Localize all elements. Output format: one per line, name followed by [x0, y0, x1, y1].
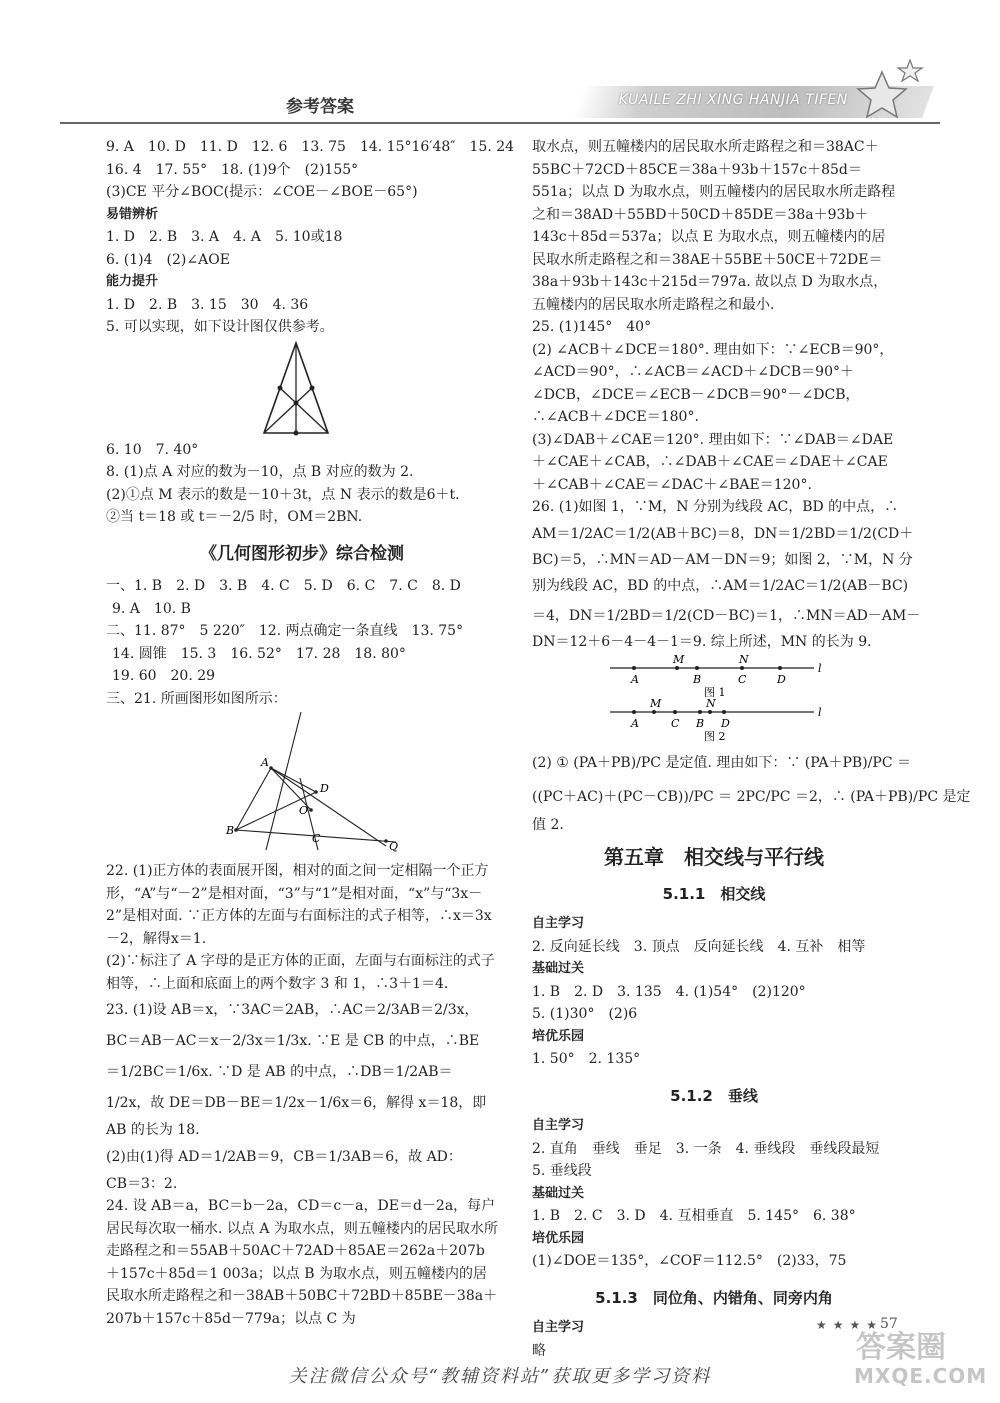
answer-line: 16. 4 17. 55° 18. (1)9个 (2)155° [106, 161, 359, 178]
answer-line: 2. 反向延长线 3. 顶点 反向延长线 4. 互补 相等 [532, 938, 866, 955]
line-label-c: C [738, 672, 747, 686]
answer-paragraph: (2)∵标注了 A 字母的是正方体的正面，左面与右面标注的式子相等，∴上面和底面上的两个数字 3 和 1，∴3＋1＝4. [106, 953, 495, 992]
subsection-heading: 易错辨析 [106, 206, 159, 222]
answer-line: 2. 直角 垂线 垂足 3. 一条 4. 垂线段 垂线段最短 [532, 1140, 880, 1157]
answer-line: (2)①点 M 表示的数是－10＋3t，点 N 表示的数是6＋t. [106, 486, 460, 503]
answer-line: ＝1/2BC＝1/6x. ∵D 是 AB 的中点，∴DB＝1/2AB＝ [106, 1064, 453, 1080]
answer-paragraph: 取水点，则五幢楼内的居民取水所走路程之和＝38AC＋55BC＋72CD＋85CE＝38a＋93b＋157c＋85d＝551a；以点 D 为取水点，则五幢楼内的居民取水所走路程之和＝38AD＋55BD＋50CD＋85DE＝38a＋93b＋143c＋85d＝537a；以点 E 为取水点，则五幢楼内的居民取水所走路程之和＝38AE＋55BE＋50CE＋72DE＝38a＋93b＋143c＋215d＝797a. 故以点 D 为取水点，五幢楼内的居民取水所走路程之和最小. [532, 139, 896, 313]
answer-line: ＝4，DN＝1/2BD＝1/2(CD－BC)＝1，∴MN＝AD－AM－ [532, 608, 921, 624]
answer-line: 1. 50° 2. 135° [532, 1051, 641, 1067]
page-header-title: 参考答案 [286, 97, 354, 117]
answer-line: BC＝AB－AC＝x－2/3x＝1/3x. ∵E 是 CB 的中点，∴BE [106, 1033, 480, 1049]
answer-line: (2) ① (PA＋PB)/PC 是定值. 理由如下：∵ (PA＋PB)/PC ＝ [532, 754, 911, 771]
point-label-b: B [226, 824, 235, 837]
answer-line: AB 的长为 18. [106, 1122, 200, 1138]
answer-line: 1. D 2. B 3. A 4. A 5. 10或18 [106, 229, 343, 245]
watermark-url: MXQE.COM [854, 1364, 988, 1388]
subsection-heading: 自主学习 [532, 1320, 585, 1335]
chapter-title: 第五章 相交线与平行线 [604, 845, 824, 869]
answer-line: 6. 10 7. 40° [106, 441, 199, 458]
answer-line: 5. 垂线段 [532, 1163, 592, 1179]
watermark-text: 答案圈 [856, 1330, 946, 1365]
subsection-heading: 能力提升 [106, 274, 159, 289]
section-title: 5.1.1 相交线 [662, 884, 766, 903]
answer-paragraph: 22. (1)正方体的表面展开图，相对的面之间一定相隔一个正方形，“A”与“－2”是相对面，“3”与“1”是相对面，“x”与“3x－2”是相对面. ∵正方体的左面与右面标注的式子相等，∴x＝3x－2，解得x＝1. [106, 863, 492, 947]
line-label-d: D [777, 672, 786, 686]
answer-line: 19. 60 20. 29 [112, 668, 216, 684]
answer-line: 5. 可以实现，如下设计图仅供参考。 [106, 319, 334, 335]
answer-line: AM＝1/2AC＝1/2(AB＋BC)＝8，DN＝1/2BD＝1/2(CD＋ [532, 525, 914, 542]
point-label-c: C [312, 832, 321, 845]
answer-paragraph: (3)∠DAB＋∠CAE＝120°. 理由如下：∵∠DAB＝∠DAE＋∠CAE＋∠CAB，∴∠DAB＋∠CAE＝∠DAE＋∠CAE＋∠CAB＋∠CAE＝∠DAC＋∠BAE＝120°. [532, 431, 894, 493]
answer-line: 别为线段 AC，BD 的中点，∴AM＝1/2AC＝1/2(AB－BC) [532, 578, 909, 594]
header-rule [60, 122, 940, 124]
answer-line: 1. B 2. C 3. D 4. 互相垂直 5. 145° 6. 38° [532, 1208, 856, 1224]
subsection-heading: 自主学习 [532, 1118, 585, 1133]
header-banner-text: KUAILE ZHI XING HANJIA TIFEN [618, 92, 848, 108]
answer-line: DN＝12＋6－4－4－1＝9. 综上所述，MN 的长为 9. [532, 634, 872, 650]
line-label-a: A [631, 716, 639, 730]
answer-line: 8. (1)点 A 对应的数为－10，点 B 对应的数为 2. [106, 464, 414, 480]
answer-line: CB＝3：2. [106, 1175, 178, 1192]
answer-line: BC)＝5，∴MN＝AD－AM－DN＝9；如图 2，∵M，N 分 [532, 551, 913, 568]
answer-line: (3)CE 平分∠BOC(提示：∠COE－∠BOE－65°) [106, 184, 418, 200]
line-label-n: N [706, 696, 716, 710]
answer-line: 二、11. 87° 5 220″ 12. 两点确定一条直线 13. 75° [106, 623, 464, 639]
answer-paragraph: (2) ∠ACB＋∠DCE＝180°. 理由如下：∵∠ECB＝90°，∠ACD＝90°，∴∠ACB＝∠ACD＋∠DCB＝90°＋∠DCB，∠DCE＝∠ECB－∠DCB＝90°－∠DCB，∴∠ACB＋∠DCE＝180°. [532, 341, 894, 425]
line-label-c: C [671, 716, 680, 730]
figure-caption: 图 2 [704, 729, 726, 743]
answer-line: 26. (1)如图 1，∵M，N 分别为线段 AC，BD 的中点，∴ [532, 499, 899, 515]
answer-line: 5. (1)30° (2)6 [532, 1006, 638, 1022]
line-label-m: M [650, 696, 662, 710]
line-label-l: l [818, 705, 822, 719]
line-label-l: l [818, 661, 822, 675]
section-title: 《几何图形初步》综合检测 [200, 543, 404, 564]
answer-line: (1)∠DOE＝135°，∠COF＝112.5° (2)33，75 [532, 1253, 847, 1269]
point-label-d: D [320, 782, 329, 795]
answer-line: 25. (1)145° 40° [532, 319, 652, 335]
answer-line: 1. D 2. B 3. 15 30 4. 36 [106, 296, 309, 313]
answer-line: 1/2x，故 DE＝DB－BE＝1/2x－1/6x＝6，解得 x＝18，即 [106, 1095, 487, 1111]
answer-line: 一、1. B 2. D 3. B 4. C 5. D 6. C 7. C 8. D [106, 578, 461, 594]
answer-line: (2)由(1)得 AD＝1/2AB＝9，CB＝1/3AB＝6，故 AD： [106, 1148, 462, 1165]
answer-paragraph: 24. 设 AB＝a，BC＝b－2a，CD＝c－a，DE＝d－2a，每户居民每次取一桶水. 以点 A 为取水点，则五幢楼内的居民取水所走路程之和＝55AB＋50AC＋72AD＋85AE＝262a＋207b＋157c＋85d＝1 003a；以点 B 为取水点，则五幢楼内的居民取水所走路程之和－38AB＋50BC＋72BD＋85BE－38a＋207b＋157c＋85d－779a；以点 C 为 [106, 1198, 498, 1327]
answer-line: 6. (1)4 (2)∠AOE [106, 251, 230, 268]
line-label-m: M [673, 652, 685, 666]
geometry-figure-21 [106, 710, 498, 860]
header-stars-icon [848, 56, 928, 128]
answer-line: 值 2. [532, 816, 564, 833]
answer-line: 1. B 2. D 3. 135 4. (1)54° (2)120° [532, 983, 806, 1000]
subsection-heading: 自主学习 [532, 916, 585, 931]
answer-line: 14. 圆锥 15. 3 16. 52° 17. 28 18. 80° [112, 645, 406, 662]
subsection-heading: 培优乐园 [532, 1028, 585, 1044]
section-title: 5.1.3 同位角、内错角、同旁内角 [595, 1288, 833, 1307]
answer-line: 三、21. 所画图形如图所示： [106, 690, 287, 707]
subsection-heading: 培优乐园 [532, 1230, 585, 1246]
line-label-b: B [693, 672, 702, 686]
answer-line: 9. A 10. B [112, 600, 191, 617]
line-label-a: A [631, 672, 639, 686]
point-label-q: Q [389, 840, 399, 853]
answer-line: ((PC＋AC)＋(PC－CB))/PC ＝ 2PC/PC ＝2，∴ (PA＋PB)/PC 是定 [532, 788, 971, 805]
line-label-b: B [696, 716, 705, 730]
number-line-figures [532, 654, 896, 746]
section-title: 5.1.2 垂线 [670, 1086, 758, 1105]
footer-note: 关注微信公众号“教辅资料站”获取更多学习资料 [288, 1366, 712, 1387]
page-number: 57 [880, 1316, 898, 1332]
answer-line: ②当 t＝18 或 t＝－2/5 时，OM＝2BN. [106, 509, 363, 525]
subsection-heading: 基础过关 [532, 1185, 585, 1201]
triangle-design-figure [106, 339, 498, 439]
answer-line: 23. (1)设 AB＝x，∵3AC＝2AB，∴AC＝2/3AB＝2/3x， [106, 1002, 479, 1018]
line-label-n: N [739, 652, 749, 666]
point-label-a: A [261, 756, 269, 769]
point-label-o: O [299, 804, 309, 817]
page-stars-icon: ★★★★ [816, 1318, 884, 1332]
answer-line: 略 [532, 1342, 546, 1359]
answer-line: 9. A 10. D 11. D 12. 6 13. 75 14. 15°16′48″ 15. 24 [106, 139, 515, 155]
line-label-d: D [721, 716, 730, 730]
subsection-heading: 基础过关 [532, 961, 585, 976]
left-column [106, 136, 515, 1330]
figure-caption: 图 1 [704, 685, 726, 699]
